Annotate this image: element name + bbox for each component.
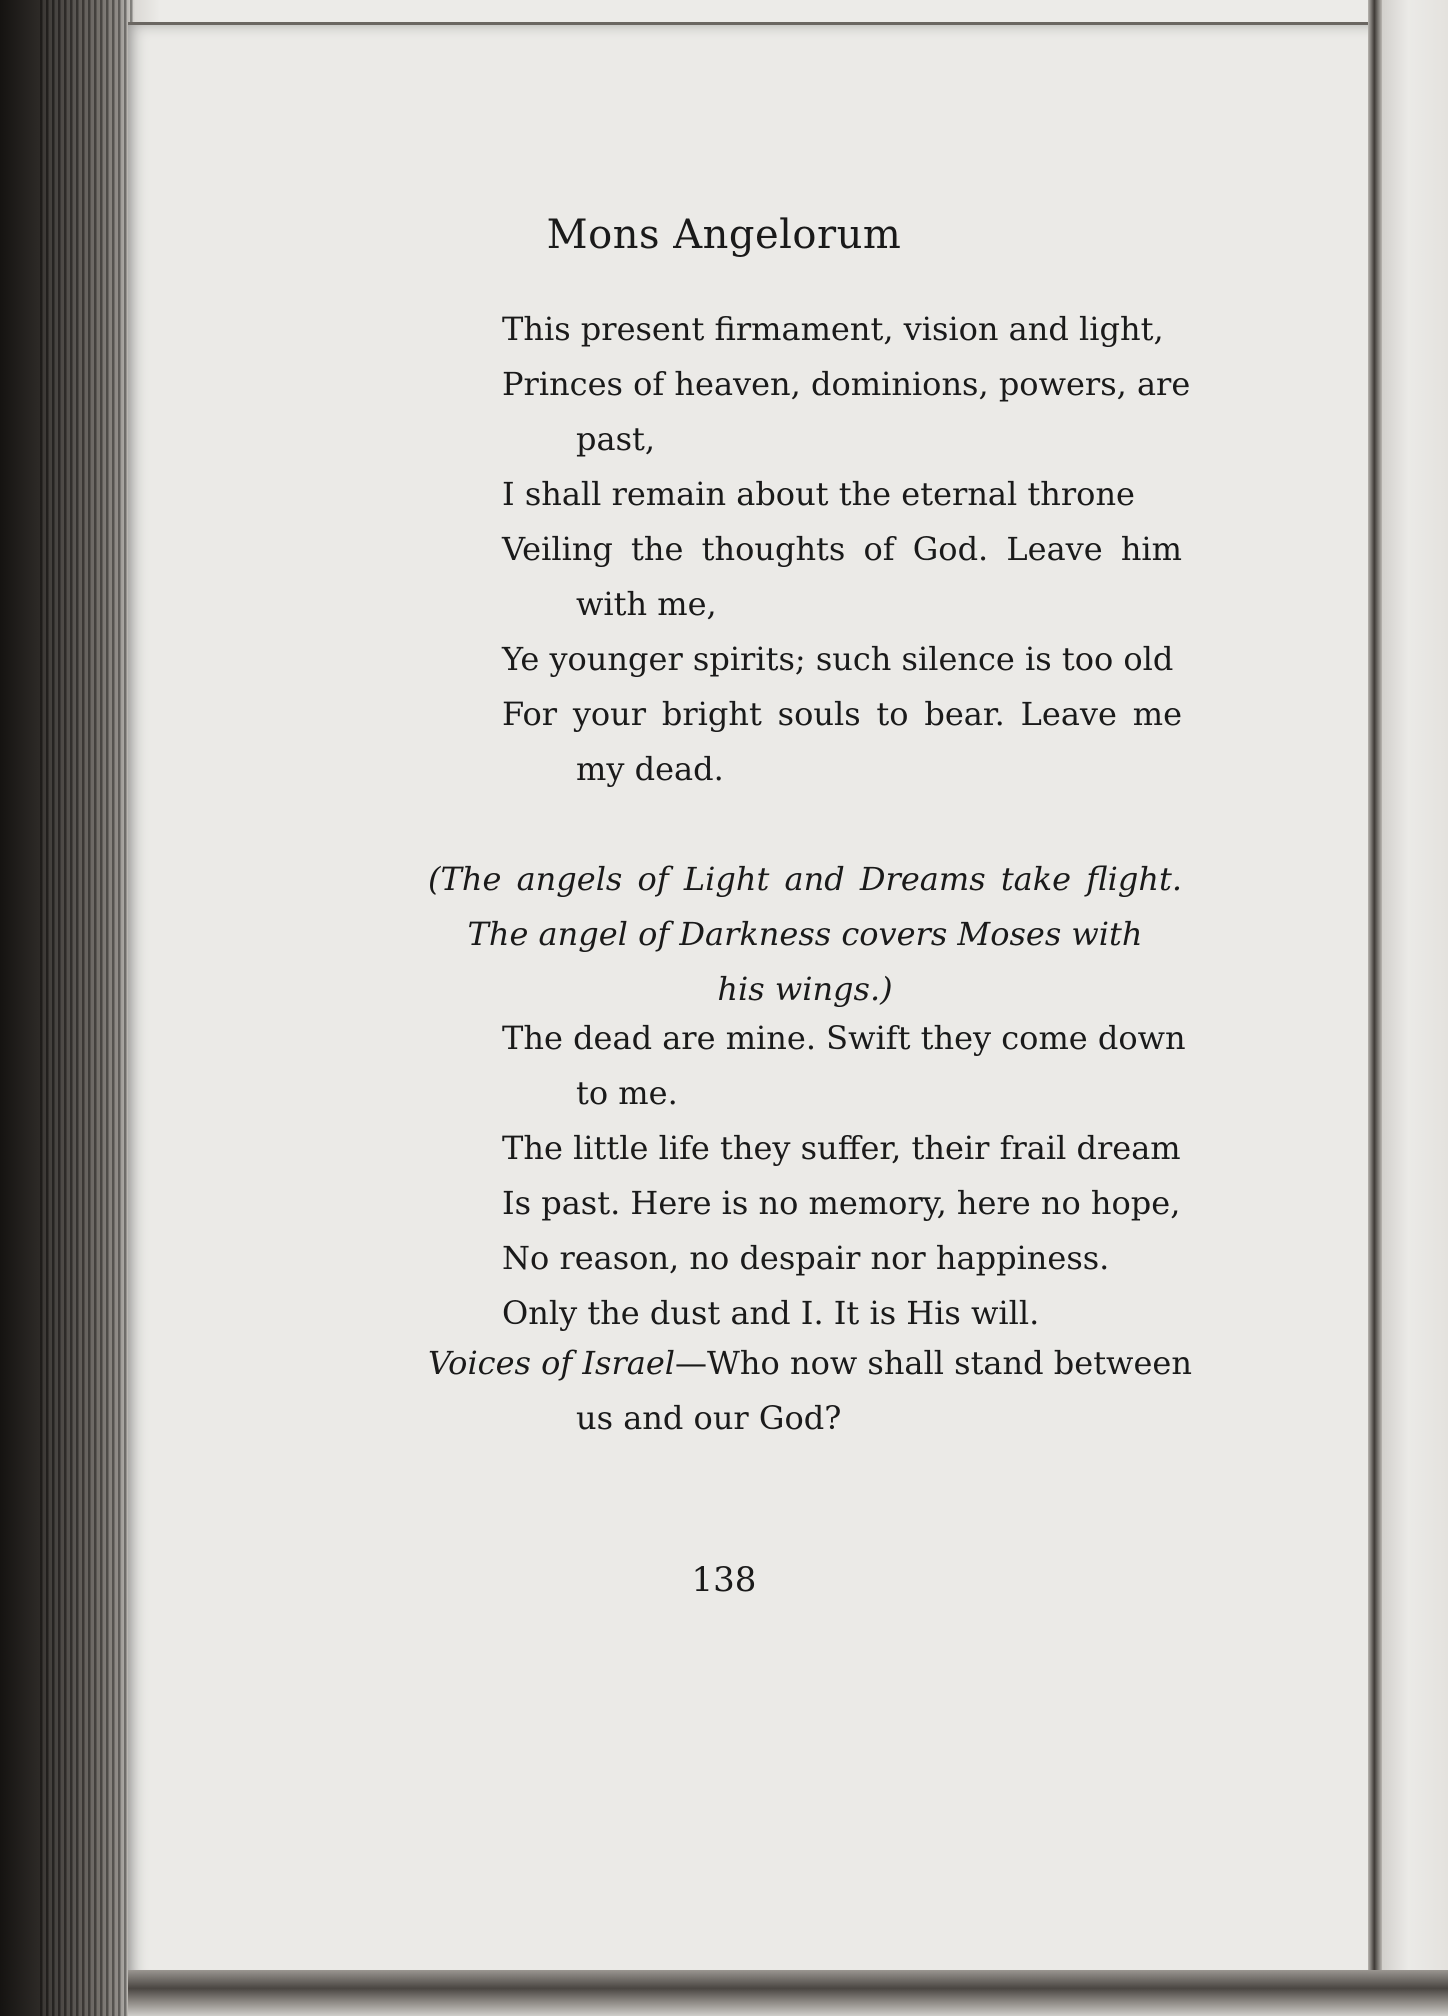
speaker-name: Voices of Israel (428, 1344, 676, 1382)
verse-line: The little life they suffer, their frail dream (502, 1129, 1181, 1167)
facing-page-edge (1382, 0, 1448, 2016)
verse-line: with me, (576, 585, 717, 623)
speech-line (428, 1336, 1192, 1391)
book-gutter (1368, 0, 1382, 2016)
speech-continuation: us and our God? (576, 1399, 842, 1437)
verse-line: No reason, no despair nor happiness. (502, 1239, 1110, 1277)
verse-line: Veiling the thoughts of God. Leave him (502, 530, 1182, 568)
verse-line: This present firmament, vision and light, (502, 310, 1164, 348)
speech-text: —Who now shall stand between (675, 1344, 1192, 1382)
verse-line: my dead. (576, 750, 724, 788)
verse-line: Is past. Here is no memory, here no hope, (502, 1184, 1181, 1222)
bottom-page-edge (128, 1970, 1448, 2016)
verse-line: For your bright souls to bear. Leave me (502, 695, 1182, 733)
poem-title: Mons Angelorum (546, 212, 902, 258)
verse-line: The dead are mine. Swift they come down (502, 1019, 1186, 1057)
verse-line: Ye younger spirits; such silence is too old (502, 640, 1174, 678)
page-number: 138 (691, 1560, 757, 1600)
stage-line: The angel of Darkness covers Moses with (467, 915, 1143, 953)
verse-line: Only the dust and I. It is His will. (502, 1294, 1040, 1332)
stage-line: (The angels of Light and Dreams take flight. (428, 860, 1182, 898)
page-edges (40, 0, 136, 2016)
verse-line: to me. (576, 1074, 678, 1112)
verse-line: Princes of heaven, dominions, powers, are (502, 365, 1191, 403)
stage-line: his wings.) (717, 970, 893, 1008)
verse-line: past, (576, 420, 656, 458)
verse-stanza-1 (502, 302, 1191, 797)
verse-stanza-2 (502, 1011, 1186, 1341)
stage-direction (428, 852, 1182, 1017)
speech-line-text (428, 1336, 1192, 1391)
verse-line: I shall remain about the eternal throne (502, 475, 1135, 513)
